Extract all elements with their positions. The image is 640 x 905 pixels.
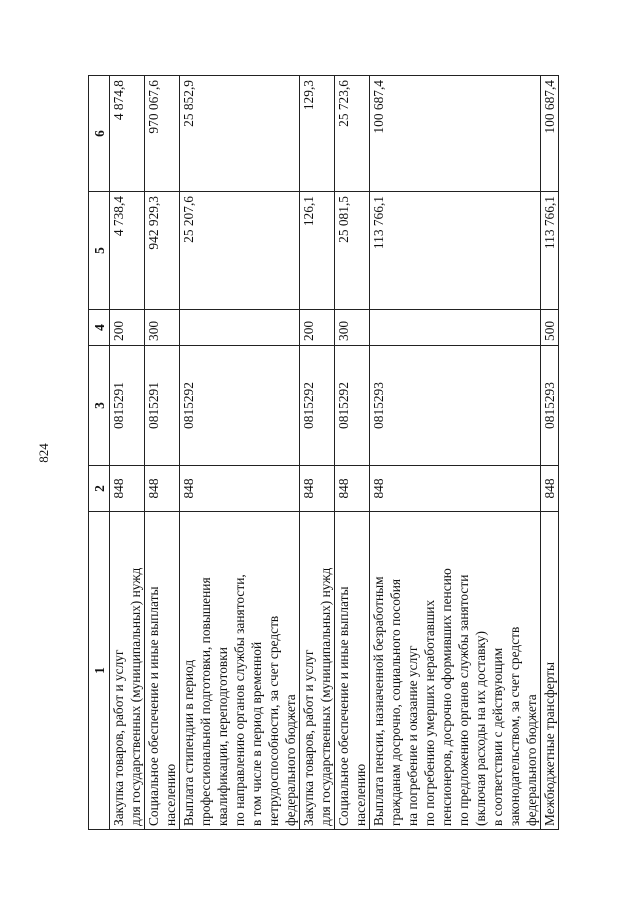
desc-line: Межбюджетные трансферты bbox=[542, 662, 557, 826]
desc-line: гражданам досрочно, социального пособия bbox=[388, 578, 403, 826]
desc-line: в том числе в период временной bbox=[249, 641, 264, 826]
value-cell: 129,3 bbox=[300, 76, 335, 192]
desc-cell bbox=[180, 512, 300, 830]
table-row bbox=[300, 76, 335, 830]
desc-line: квалификации, переподготовки bbox=[215, 647, 230, 826]
value-cell: 113 766,1 bbox=[370, 192, 541, 310]
desc-line: Социальное обеспечение и иные выплаты bbox=[146, 586, 161, 826]
header-cell: 4 bbox=[89, 310, 110, 346]
header-cell: 3 bbox=[89, 346, 110, 466]
desc-line: Закупка товаров, работ и услуг bbox=[111, 649, 126, 826]
table-row bbox=[110, 76, 145, 830]
header-cell: 2 bbox=[89, 466, 110, 512]
code-cell: 200 bbox=[110, 310, 145, 346]
desc-line: населению bbox=[353, 763, 368, 826]
desc-cell bbox=[300, 512, 335, 830]
desc-line: по предложению органов службы занятости bbox=[456, 574, 471, 826]
desc-line: (включая расходы на их доставку) bbox=[473, 631, 488, 826]
code-cell: 500 bbox=[541, 310, 559, 346]
code-cell: 0815291 bbox=[145, 346, 180, 466]
budget-table bbox=[88, 75, 559, 830]
value-cell: 942 929,3 bbox=[145, 192, 180, 310]
desc-cell bbox=[335, 512, 370, 830]
desc-line: нетрудоспособности, за счет средств bbox=[266, 615, 281, 826]
value-cell: 4 874,8 bbox=[110, 76, 145, 192]
desc-line: федерального бюджета bbox=[524, 694, 539, 826]
desc-line: Выплата стипендии в период bbox=[181, 659, 196, 826]
value-cell: 970 067,6 bbox=[145, 76, 180, 192]
desc-line: для государственных (муниципальных) нужд bbox=[318, 567, 333, 826]
desc-line: Социальное обеспечение и иные выплаты bbox=[336, 586, 351, 826]
desc-line: Закупка товаров, работ и услуг bbox=[301, 649, 316, 826]
code-cell: 0815292 bbox=[300, 346, 335, 466]
value-cell: 25 081,5 bbox=[335, 192, 370, 310]
desc-line: для государственных (муниципальных) нужд bbox=[128, 567, 143, 826]
desc-cell bbox=[145, 512, 180, 830]
page-number: 824 bbox=[35, 443, 51, 463]
code-cell: 300 bbox=[335, 310, 370, 346]
code-cell: 848 bbox=[300, 466, 335, 512]
table-row bbox=[370, 76, 541, 830]
desc-line: Выплата пенсии, назначенной безработным bbox=[371, 576, 386, 826]
value-cell: 100 687,4 bbox=[370, 76, 541, 192]
value-cell: 25 852,9 bbox=[180, 76, 300, 192]
desc-line: федерального бюджета bbox=[283, 694, 298, 826]
desc-line: на погребение и оказание услуг bbox=[405, 645, 420, 826]
desc-line: законодательством, за счет средств bbox=[507, 626, 522, 826]
desc-line: по направлению органов службы занятости, bbox=[232, 574, 247, 826]
table-row bbox=[335, 76, 370, 830]
code-cell: 848 bbox=[145, 466, 180, 512]
header-cell: 5 bbox=[89, 192, 110, 310]
desc-line: по погребению умерших неработавших bbox=[422, 599, 437, 826]
value-cell: 25 723,6 bbox=[335, 76, 370, 192]
value-cell: 113 766,1 bbox=[541, 192, 559, 310]
table-row bbox=[180, 76, 300, 830]
desc-line: населению bbox=[163, 763, 178, 826]
desc-cell bbox=[370, 512, 541, 830]
desc-cell bbox=[541, 512, 559, 830]
value-cell: 126,1 bbox=[300, 192, 335, 310]
header-cell: 1 bbox=[89, 512, 110, 830]
desc-line: в соответствии с действующим bbox=[490, 647, 505, 826]
code-cell: 848 bbox=[110, 466, 145, 512]
rotated-table-container bbox=[88, 76, 557, 830]
header-row bbox=[89, 76, 110, 830]
code-cell: 0815293 bbox=[370, 346, 541, 466]
code-cell: 200 bbox=[300, 310, 335, 346]
code-cell: 300 bbox=[145, 310, 180, 346]
code-cell: 0815291 bbox=[110, 346, 145, 466]
value-cell: 25 207,6 bbox=[180, 192, 300, 310]
table-row bbox=[541, 76, 559, 830]
code-cell: 848 bbox=[370, 466, 541, 512]
desc-line: профессиональной подготовки, повышения bbox=[198, 577, 213, 826]
desc-line: пенсионеров, досрочно оформивших пенсию bbox=[439, 568, 454, 826]
code-cell bbox=[180, 310, 300, 346]
value-cell: 100 687,4 bbox=[541, 76, 559, 192]
desc-cell bbox=[110, 512, 145, 830]
code-cell: 848 bbox=[335, 466, 370, 512]
code-cell: 848 bbox=[541, 466, 559, 512]
code-cell bbox=[370, 310, 541, 346]
table-row bbox=[145, 76, 180, 830]
code-cell: 0815292 bbox=[180, 346, 300, 466]
code-cell: 0815292 bbox=[335, 346, 370, 466]
code-cell: 0815293 bbox=[541, 346, 559, 466]
value-cell: 4 738,4 bbox=[110, 192, 145, 310]
header-cell: 6 bbox=[89, 76, 110, 192]
code-cell: 848 bbox=[180, 466, 300, 512]
